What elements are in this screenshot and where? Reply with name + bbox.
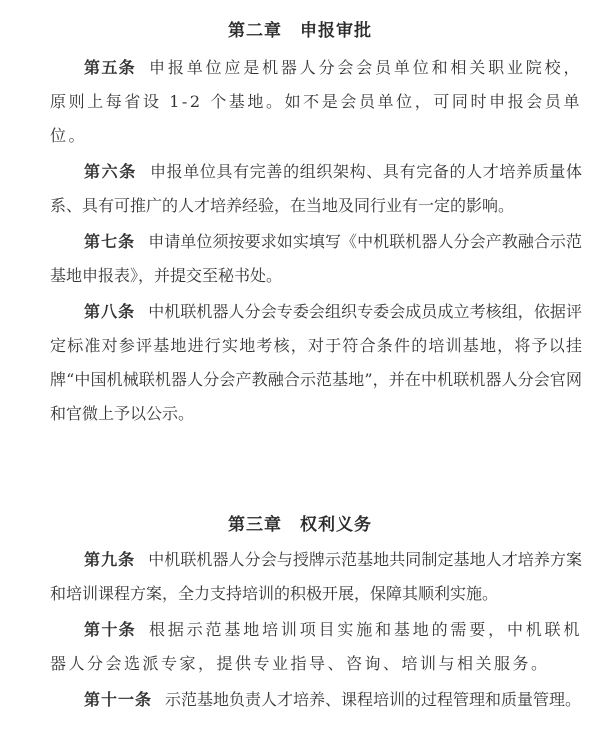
article-11-text: 示范基地负责人才培养、课程培训的过程管理和质量管理。 <box>165 690 582 709</box>
article-8-text: 中机联机器人分会专委会组织专委会成员成立考核组，依据评定标准对参评基地进行实地考核，对于符合条件的培训基地，将予以挂牌“中国机械联机器人分会产教融合示范基地”，并在中机联机器人分会官网和官微上予以公示。 <box>50 302 582 423</box>
article-10 <box>50 613 582 681</box>
article-5 <box>50 51 582 153</box>
article-6-text: 申报单位具有完善的组织架构、具有完备的人才培养质量体系、具有可推广的人才培养经验，在当地及同行业有一定的影响。 <box>50 162 582 215</box>
chapter-3-heading: 第三章 权利义务 <box>228 515 372 535</box>
article-9 <box>50 543 582 611</box>
article-5-number: 第五条 <box>84 58 137 77</box>
article-5-text: 申报单位应是机器人分会会员单位和相关职业院校，原则上每省设 1-2 个基地。如不是会员单位，可同时申报会员单位。 <box>50 58 582 145</box>
article-9-text: 中机联机器人分会与授牌示范基地共同制定基地人才培养方案和培训课程方案，全力支持培训的积极开展，保障其顺利实施。 <box>50 550 582 603</box>
article-7-text: 申请单位须按要求如实填写《中机联机器人分会产教融合示范基地申报表》，并提交至秘书处。 <box>50 232 582 285</box>
article-6-number: 第六条 <box>84 162 137 181</box>
article-6 <box>50 155 582 223</box>
article-9-number: 第九条 <box>84 550 136 569</box>
article-10-number: 第十条 <box>84 620 137 639</box>
chapter-2-heading: 第二章 申报审批 <box>228 21 372 41</box>
article-8 <box>50 295 582 431</box>
article-7 <box>50 225 582 293</box>
article-7-number: 第七条 <box>84 232 136 251</box>
article-10-text: 根据示范基地培训项目实施和基地的需要，中机联机器人分会选派专家，提供专业指导、咨询、培训与相关服务。 <box>50 620 582 673</box>
article-11 <box>50 683 582 717</box>
article-8-number: 第八条 <box>84 302 136 321</box>
article-11-number: 第十一条 <box>84 690 153 709</box>
